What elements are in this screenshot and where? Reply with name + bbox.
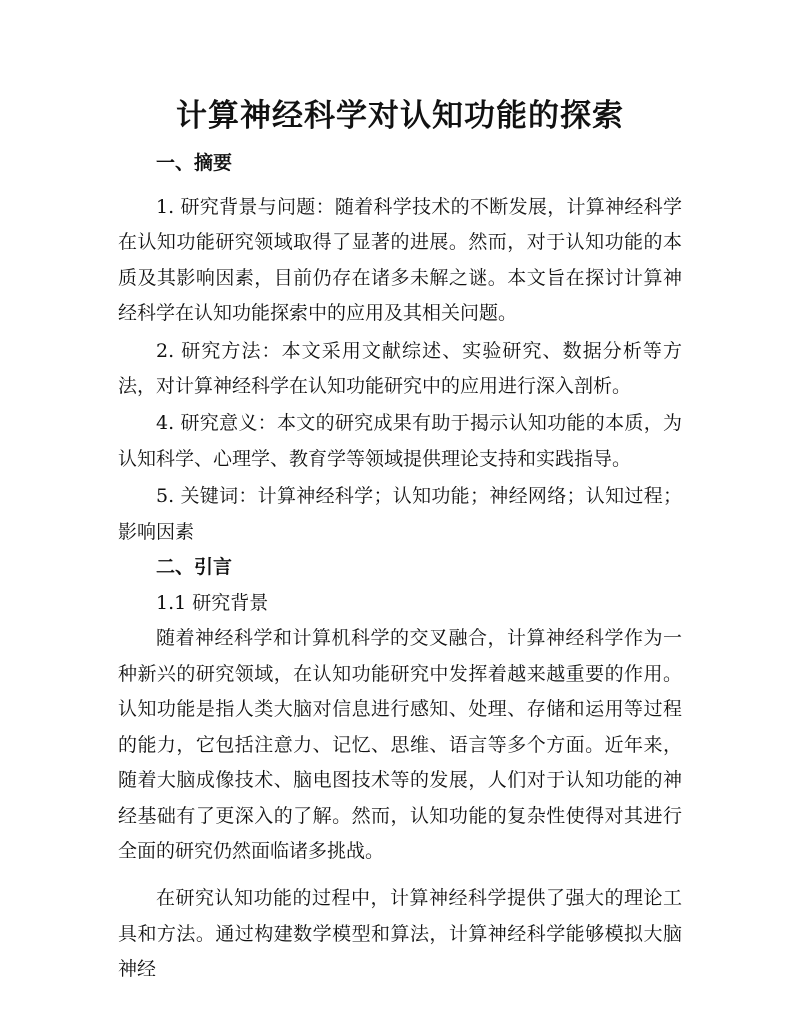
subsection-heading-background: 1.1 研究背景 [156, 592, 269, 615]
section-heading-intro: 二、引言 [156, 556, 233, 579]
abstract-item-method: 2. 研究方法：本文采用文献综述、实验研究、数据分析等方法，对计算神经科学在认知功能研究中的应用进行深入剖析。 [118, 339, 682, 398]
document-body [118, 150, 682, 990]
abstract-item-background: 1. 研究背景与问题：随着科学技术的不断发展，计算神经科学在认知功能研究领域取得了显著的进展。然而，对于认知功能的本质及其影响因素，目前仍存在诸多未解之谜。本文旨在探讨计算神经科学在认知功能探索中的应用及其相关问题。 [118, 196, 682, 325]
abstract-item-keywords: 5. 关键词：计算神经科学；认知功能；神经网络；认知过程；影响因素 [118, 485, 682, 543]
intro-paragraph: 在研究认知功能的过程中，计算神经科学提供了强大的理论工具和方法。通过构建数学模型和算法，计算神经科学能够模拟大脑神经 [118, 887, 682, 981]
intro-paragraph: 随着神经科学和计算机科学的交叉融合，计算神经科学作为一种新兴的研究领域，在认知功能研究中发挥着越来越重要的作用。认知功能是指人类大脑对信息进行感知、处理、存储和运用等过程的能力，它包括注意力、记忆、思维、语言等多个方面。近年来，随着大脑成像技术、脑电图技术等的发展，人们对于认知功能的神经基础有了更深入的了解。然而，认知功能的复杂性使得对其进行全面的研究仍然面临诸多挑战。 [118, 627, 682, 862]
abstract-item-significance: 4. 研究意义：本文的研究成果有助于揭示认知功能的本质，为认知科学、心理学、教育学等领域提供理论支持和实践指导。 [118, 412, 682, 470]
document-title: 计算神经科学对认知功能的探索 [176, 98, 624, 134]
paragraph-gap [118, 871, 682, 881]
section-heading-abstract: 一、摘要 [156, 152, 233, 174]
